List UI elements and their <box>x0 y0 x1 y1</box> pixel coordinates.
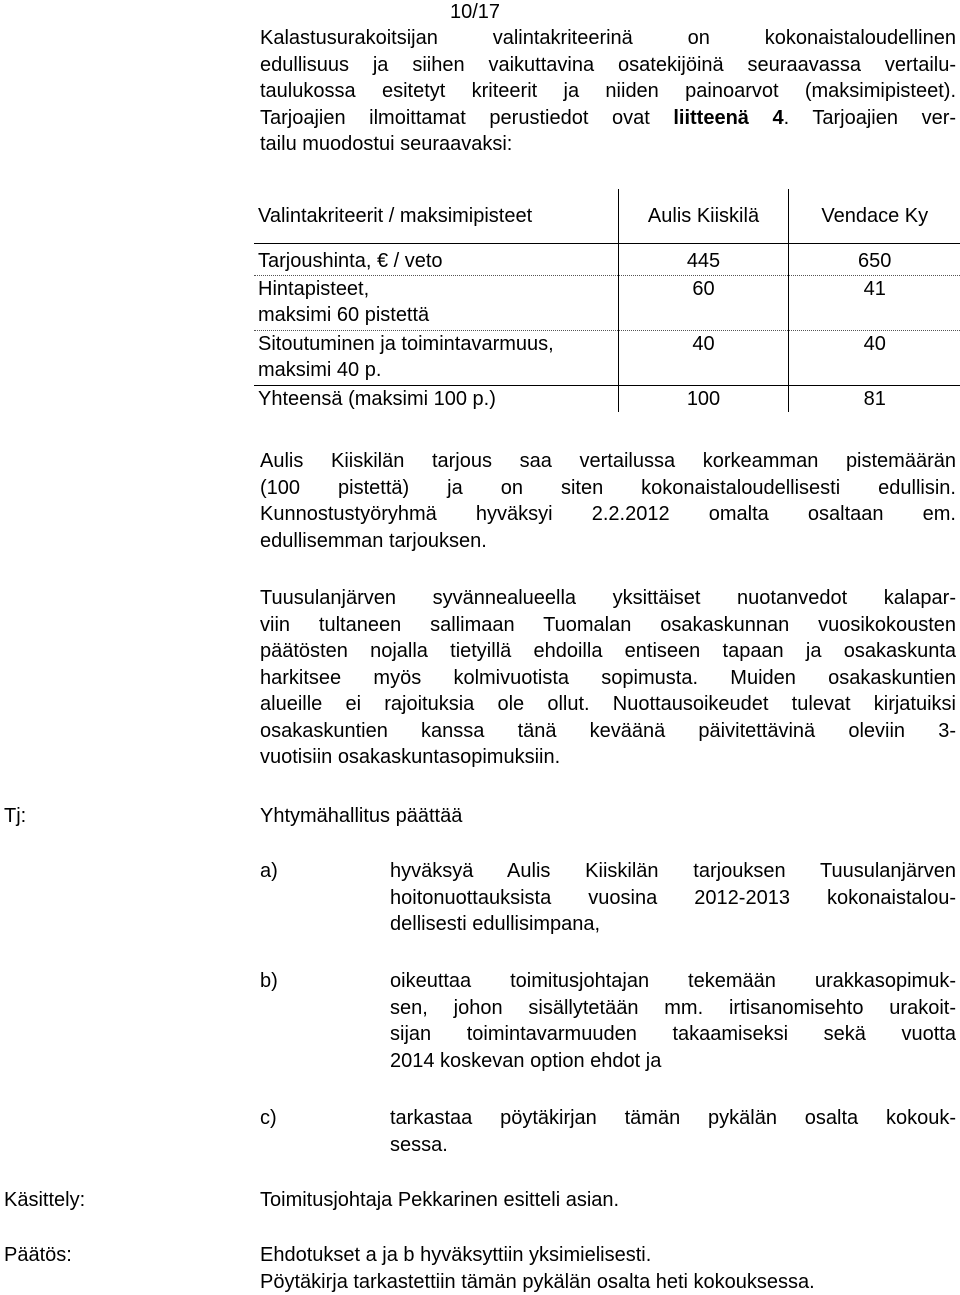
comparison-table <box>254 189 960 412</box>
criteria-label: Hintapisteet, <box>258 277 370 300</box>
text-line: Pöytäkirja tarkastettiin tämän pykälän osalta heti kokouksessa. <box>260 1270 815 1293</box>
text-line: hoitonuottauksista vuosina 2012-2013 kokonaistalou- <box>390 886 956 909</box>
text-line <box>260 105 956 132</box>
text-line: viin tultaneen sallimaan Tuomalan osakaskunnan vuosikokousten <box>260 613 956 636</box>
column-header-criteria: Valintakriteerit / maksimipisteet <box>254 189 618 244</box>
list-item-marker: a) <box>260 860 278 882</box>
list-item-marker: c) <box>260 1107 277 1129</box>
text-line: Ehdotukset a ja b hyväksyttiin yksimielisesti. <box>260 1244 652 1266</box>
table-header-row <box>254 189 960 244</box>
handling-text: Toimitusjohtaja Pekkarinen esitteli asian. <box>260 1189 620 1211</box>
table-row <box>254 275 960 330</box>
criteria-label: Sitoutuminen ja toimintavarmuus, <box>258 332 554 355</box>
criteria-cell <box>254 275 618 330</box>
table-row <box>254 330 960 385</box>
text-line: sijan toimintavarmuuden takaamiseksi sekä vuotta <box>390 1023 956 1045</box>
bidder-a-cell: 445 <box>618 248 789 275</box>
bidder-a-cell: 100 <box>618 385 789 412</box>
text-line: (100 pistettä) ja on siten kokonaistaloudellisesti edullisin. <box>260 476 956 499</box>
text-line: Aulis Kiiskilän tarjous saa vertailussa korkeamman pistemäärän <box>260 450 956 472</box>
bidder-a-cell: 60 <box>618 275 789 330</box>
text-line: alueille ei rajoituksia ole ollut. Nuottausoikeudet tulevat kirjatuiksi <box>260 693 956 715</box>
column-header-bidder-a: Aulis Kiiskilä <box>618 189 789 244</box>
criteria-cell <box>254 330 618 385</box>
text-line: edullisemman tarjouksen. <box>260 529 487 552</box>
text-line: sen, johon sisällytetään mm. irtisanomisehto urakoit- <box>390 996 956 1019</box>
text-line: Kalastusurakoitsijan valintakriteerinä on kokonaistaloudellinen <box>260 27 956 49</box>
intro-paragraph <box>260 25 956 158</box>
text-line: osakaskuntien kanssa tänä keväänä päivitettävinä oleviin 3- <box>260 719 956 742</box>
text-line: tailu muodostui seuraavaksi: <box>260 133 513 155</box>
fishing-rights-paragraph <box>260 585 956 771</box>
decision-label: Päätös: <box>4 1244 72 1266</box>
text-line: vuotisiin osakaskuntasopimuksiin. <box>260 746 561 768</box>
bidder-b-cell: 81 <box>789 385 960 412</box>
criteria-cell: Yhteensä (maksimi 100 p.) <box>254 385 618 412</box>
attachment-reference: liitteenä 4 <box>673 106 784 129</box>
text-line: oikeuttaa toimitusjohtajan tekemään urakkasopimuk- <box>390 970 956 992</box>
text-line: edullisuus ja siihen vaikuttavina osatekijöinä seuraavassa vertailu- <box>260 53 956 76</box>
proposal-label: Tj: <box>4 805 27 827</box>
list-item <box>390 858 956 938</box>
column-header-bidder-b: Vendace Ky <box>789 189 960 244</box>
list-item <box>390 1105 956 1158</box>
text-line: Kunnostustyöryhmä hyväksyi 2.2.2012 omalta osaltaan em. <box>260 503 956 525</box>
handling-label: Käsittely: <box>4 1189 86 1211</box>
text-fragment: Tarjoajien ilmoittamat perustiedot ovat <box>260 106 674 129</box>
result-paragraph <box>260 448 956 554</box>
text-line: 2014 koskevan option ehdot ja <box>390 1049 662 1072</box>
criteria-sublabel: maksimi 60 pistettä <box>258 304 430 326</box>
text-fragment: . Tarjoajien ver- <box>783 106 957 129</box>
page-number: 10/17 <box>450 1 501 23</box>
text-line: tarkastaa pöytäkirjan tämän pykälän osalta kokouk- <box>390 1107 956 1129</box>
proposal-heading: Yhtymähallitus päättää <box>260 805 463 827</box>
text-line: taulukossa esitetyt kriteerit ja niiden painoarvot (maksimipisteet). <box>260 80 956 102</box>
text-line: hyväksyä Aulis Kiiskilän tarjouksen Tuusulanjärven <box>390 860 956 882</box>
table-total-row <box>254 385 960 412</box>
decision-text <box>260 1242 956 1295</box>
criteria-cell: Tarjoushinta, € / veto <box>254 248 618 275</box>
text-line: dellisesti edullisimpana, <box>390 913 601 935</box>
bidder-a-cell: 40 <box>618 330 789 385</box>
bidder-b-cell: 40 <box>863 332 886 355</box>
table-row <box>254 248 960 275</box>
text-line: harkitsee myös kolmivuotista sopimusta. Muiden osakaskuntien <box>260 666 956 689</box>
text-line: päätösten nojalla tietyillä ehdoilla entiseen tapaan ja osakaskunta <box>260 640 956 662</box>
bidder-b-cell: 650 <box>789 248 960 275</box>
bidder-b-cell: 41 <box>789 275 960 330</box>
text-line: Tuusulanjärven syvännealueella yksittäiset nuotanvedot kalapar- <box>260 587 956 609</box>
text-line: sessa. <box>390 1133 448 1156</box>
list-item-marker: b) <box>260 970 278 992</box>
list-item <box>390 968 956 1074</box>
criteria-sublabel: maksimi 40 p. <box>258 359 382 381</box>
